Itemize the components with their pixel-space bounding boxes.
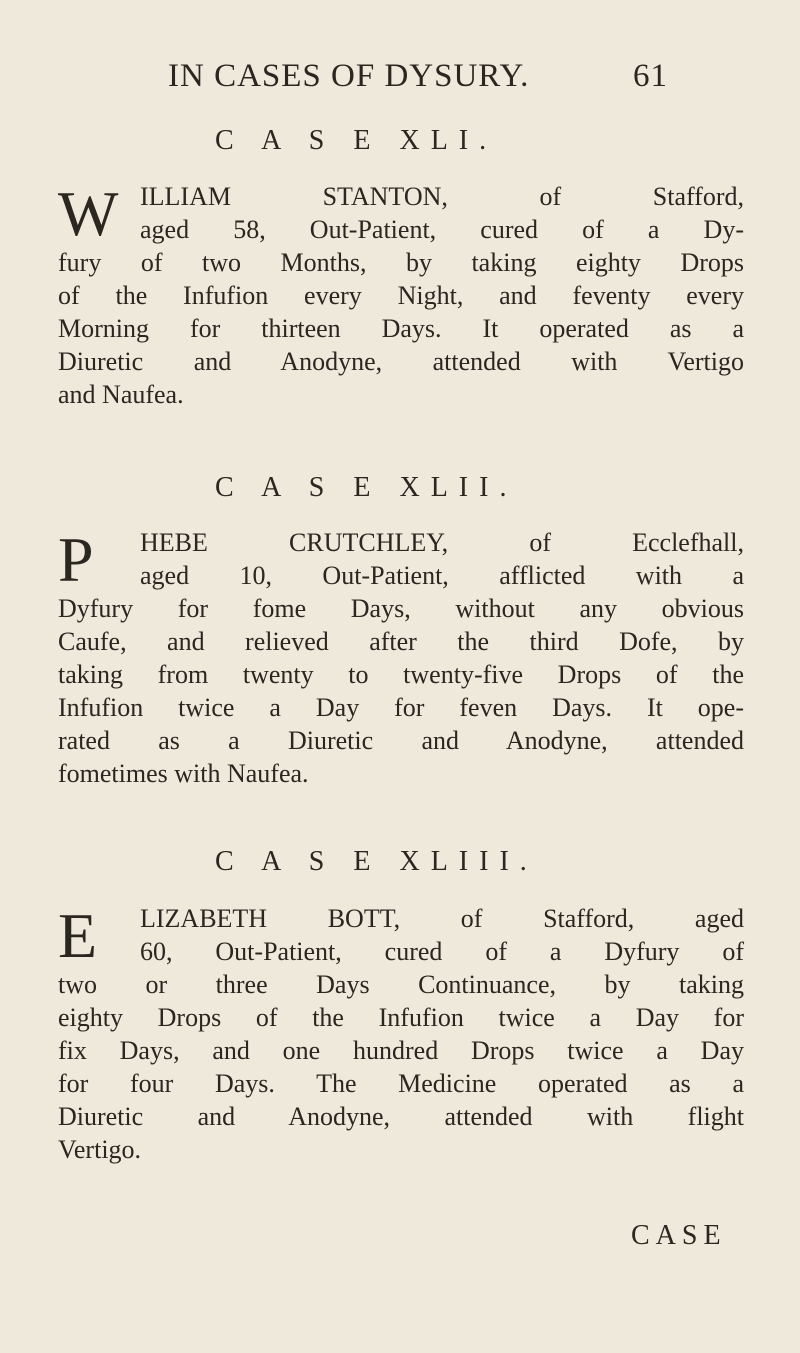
case-heading-xli: C A S E XLI. xyxy=(215,125,498,156)
text-line: ILLIAM STANTON, of Stafford, xyxy=(140,182,744,211)
text-line: eighty Drops of the Infufion twice a Day for xyxy=(58,1003,744,1032)
text-line: taking from twenty to twenty-five Drops of the xyxy=(58,660,744,689)
case-xli-paragraph xyxy=(58,180,744,411)
case-heading-xliii: C A S E XLIII. xyxy=(215,846,538,877)
text-line: and Naufea. xyxy=(58,380,184,409)
running-head xyxy=(168,58,668,102)
text-line: aged 10, Out-Patient, afflicted with a xyxy=(140,561,744,590)
text-line: Caufe, and relieved after the third Dofe, by xyxy=(58,627,744,656)
text-line: 60, Out-Patient, cured of a Dyfury of xyxy=(140,937,744,966)
text-line: for four Days. The Medicine operated as a xyxy=(58,1069,744,1098)
text-line: of the Infufion every Night, and feventy every xyxy=(58,281,744,310)
case-xlii-paragraph xyxy=(58,526,744,790)
text-line: Morning for thirteen Days. It operated as a xyxy=(58,314,744,343)
case-xliii-paragraph xyxy=(58,902,744,1166)
text-line: two or three Days Continuance, by taking xyxy=(58,970,744,999)
text-line: Dyfury for fome Days, without any obvious xyxy=(58,594,744,623)
text-line: aged 58, Out-Patient, cured of a Dy- xyxy=(140,215,744,244)
drop-capital: E xyxy=(58,900,98,971)
text-line: Infufion twice a Day for feven Days. It ope- xyxy=(58,693,744,722)
page-number: 61 xyxy=(633,58,668,94)
catchword: CASE xyxy=(631,1220,727,1251)
text-line: fix Days, and one hundred Drops twice a Day xyxy=(58,1036,744,1065)
text-line: Vertigo. xyxy=(58,1135,142,1164)
text-line: fometimes with Naufea. xyxy=(58,759,309,788)
text-line: HEBE CRUTCHLEY, of Ecclefhall, xyxy=(140,528,744,557)
text-line: Diuretic and Anodyne, attended with Vertigo xyxy=(58,347,744,376)
case-heading-xlii: C A S E XLII. xyxy=(215,472,518,503)
running-title: IN CASES OF DYSURY. xyxy=(168,58,530,94)
text-line: LIZABETH BOTT, of Stafford, aged xyxy=(140,904,744,933)
text-line: Diuretic and Anodyne, attended with flight xyxy=(58,1102,744,1131)
drop-capital: P xyxy=(58,524,94,595)
drop-capital: W xyxy=(58,178,119,249)
text-line: fury of two Months, by taking eighty Drops xyxy=(58,248,744,277)
text-line: rated as a Diuretic and Anodyne, attended xyxy=(58,726,744,755)
